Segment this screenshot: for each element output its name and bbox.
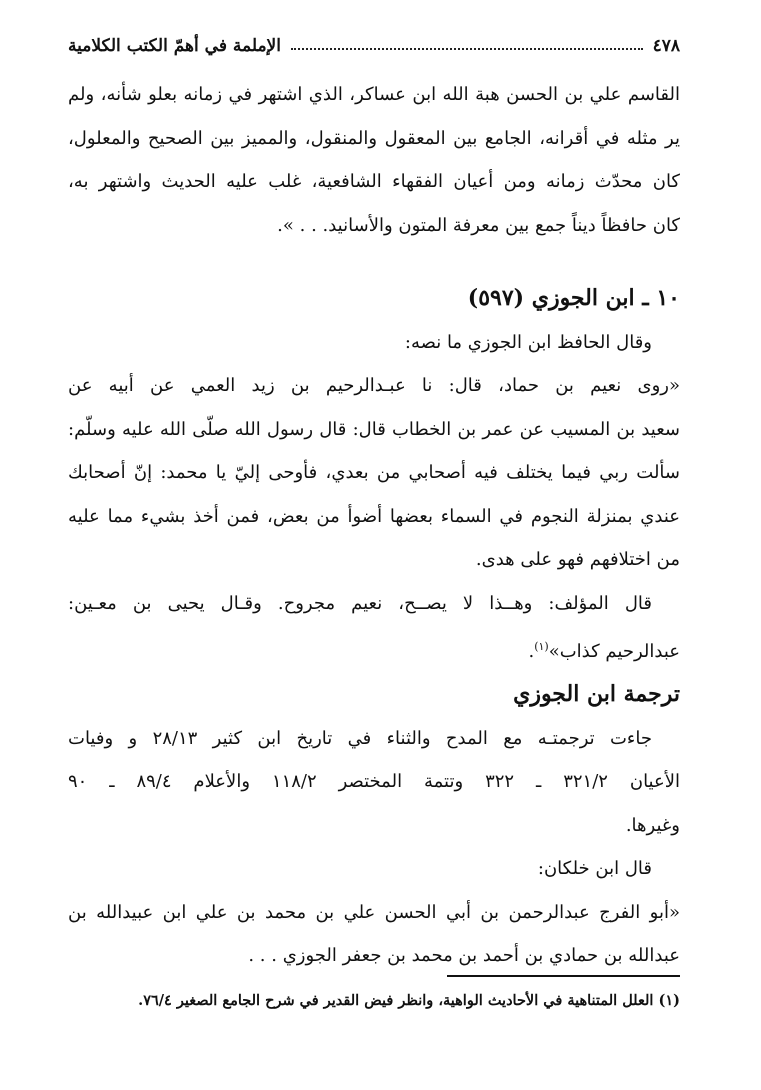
text-line: وغيرها. <box>625 814 680 836</box>
header-dotted-leader <box>291 48 643 50</box>
footnote-reference: (١) <box>534 640 549 653</box>
quote-line: سألت ربي فيما يختلف فيه أصحابي من بعدي، فأوحى إليّ يا محمد: إنّ أصحابك <box>68 462 680 483</box>
quote-line: عبدالله بن حمادي بن أحمد بن محمد بن جعفر الجوزي . . . <box>248 945 680 966</box>
text-line: كان حافظاً ديناً جمع بين معرفة المتون والأسانيد. . . ». <box>277 214 680 236</box>
quote-line: سعيد بن المسيب عن عمر بن الخطاب قال: قال رسول الله صلّى الله عليه وسلّم: <box>68 418 680 440</box>
quote-line: عندي بمنزلة النجوم في السماء بعضها أضوأ من بعض، فمن أخذ بشيء مما عليه <box>68 505 680 527</box>
section-ibn-jawzi <box>68 277 680 669</box>
author-note-line: قال المؤلف: وهــذا لا يصــح، نعيم مجروح. وقـال يحيى بن معـين: <box>68 592 652 614</box>
running-title: الإملمة في أهمّ الكتب الكلامية <box>68 36 281 56</box>
page-number: ٤٧٨ <box>652 36 680 56</box>
biography-heading: ترجمة ابن الجوزي <box>513 681 680 707</box>
text-line: الأعيان ٣٢١/٢ ـ ٣٢٢ وتتمة المختصر ١١٨/٢ والأعلام ٨٩/٤ ـ ٩٠ <box>68 771 680 792</box>
section-heading: ١٠ ـ ابن الجوزي (٥٩٧) <box>467 285 680 311</box>
section-biography <box>68 673 680 978</box>
khallikan-intro: قال ابن خلكان: <box>537 858 652 879</box>
quote-line: «أبو الفرج عبدالرحمن بن أبي الحسن علي بن محمد بن علي ابن عبيدالله بن <box>68 901 680 923</box>
text-line: ير مثله في أقرانه، الجامع بين المعقول والمنقول، والمميز بين الصحيح والمعلول، <box>68 127 680 149</box>
footnote: (١) العلل المتناهية في الأحاديث الواهية، وانظر فيض القدير في شرح الجامع الصغير ٧٦/٤. <box>138 992 680 1009</box>
text-line: جاءت ترجمتـه مع المدح والثناء في تاريخ ابن كثير ٢٨/١٣ و وفيات <box>68 727 653 749</box>
text-line: القاسم علي بن الحسن هبة الله ابن عساكر، الذي اشتهر في زمانه بعلو شأنه، ولم <box>68 84 680 105</box>
quote-line: «روى نعيم بن حماد، قال: نا عبـدالرحيم بن زيد العمي عن أبيه عن <box>68 375 680 396</box>
quote-line: من اختلافهم فهو على هدى. <box>475 549 680 570</box>
period: . <box>528 641 535 662</box>
page-header <box>68 30 680 62</box>
intro-line: وقال الحافظ ابن الجوزي ما نصه: <box>404 331 652 353</box>
text-line: كان محدّث زمانه ومن أعيان الفقهاء الشافعية، غلب عليه الحديث واشتهر به، <box>68 171 680 192</box>
author-note-text: عبدالرحيم كذاب» <box>548 641 680 662</box>
footnote-divider <box>447 975 680 977</box>
author-note-line <box>68 625 680 669</box>
paragraph-ibn-asakir <box>68 73 680 247</box>
